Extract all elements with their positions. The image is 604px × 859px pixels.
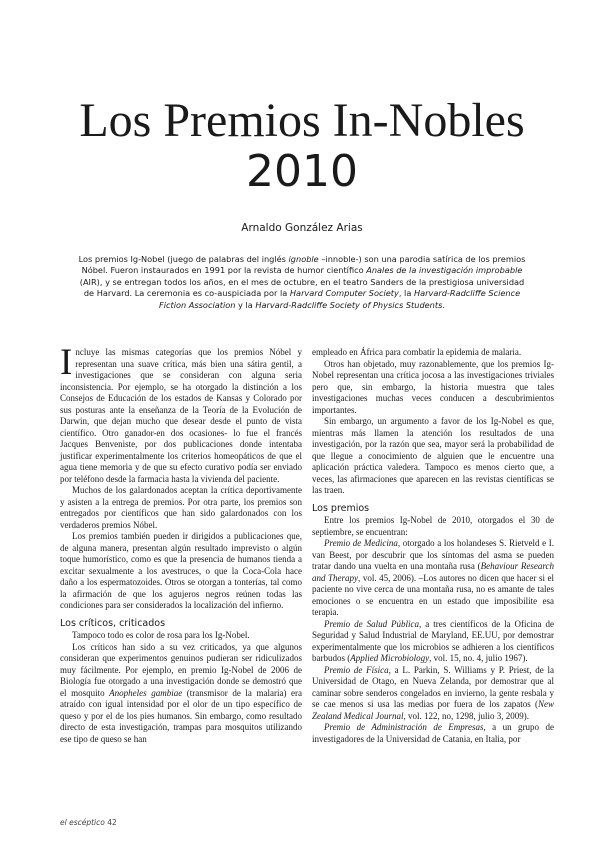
paragraph [312, 722, 554, 745]
abstract-italic: Harvard Computer Society [289, 288, 399, 299]
paragraph-text: ncluye las mismas categorías que los premios Nóbel y representan una suave crítica, más bien una sátira gentil, a investigaciones que se consideran con alguna seria inconsistencia. Por ejemplo, se ha otorgado la distinción a los Consejos de Educación de los estados de Kansas y Colorado por sus posturas ante la enseñanza de la Teoría de la Evolución de Darwin, que dejan mucho que desear desde el punto de vista científico. Otro ganador-en dos ocasiones- lo fue el francés Jacques Benveniste, por dos publicaciones donde intentaba justificar experimentalmente los criterios homeopáticos de que el agua tiene memoria y de que su efecto curativo podía ser enviado por teléfono desde la farmacia hasta la vivienda del paciente. [60, 347, 302, 484]
paragraph [312, 538, 554, 619]
magazine-name: el escéptico [60, 818, 105, 827]
page-number: 42 [107, 818, 117, 827]
paragraph: empleado en África para combatir la epidemia de malaria. [312, 347, 522, 357]
abstract-italic: ignoble [288, 254, 319, 264]
paragraph-text: , a un grupo de investigadores de la Universidad de Catania, en Italia, por [312, 722, 554, 744]
prize-name: Premio de Administración de Empresas [324, 722, 484, 732]
abstract-text: –innoble-) son una parodia satírica de los premios Nóbel. Fueron instaurados en 1991 por la revista de humor científico [81, 254, 526, 276]
paragraph-text: , a L. Parkin, S. Williams y P. Priest, de la Universidad de Otago, en Nueva Zelanda, por demostrar que al caminar sobre senderos congelados en invierno, la gente resbala y se cae menos si usa las medias por fuera de los zapatos ( [312, 664, 555, 709]
abstract [78, 254, 526, 311]
species-name: Anopheles gambiae [109, 687, 183, 698]
paragraph [60, 342, 302, 485]
author-name: Arnaldo González Arias [241, 222, 363, 234]
title-line-2: 2010 [246, 146, 358, 197]
prize-name: Premio de Física [324, 664, 389, 675]
section-heading: Los críticos, criticados [60, 617, 166, 629]
paragraph: Otros han objetado, muy razonablemente, que los premios Ig-Nobel representan una crítica jocosa a las investigaciones triviales pero que, sin embargo, la historia muestra que tales investigaciones muchas veces conducen a descubrimientos importantes. [312, 358, 554, 415]
drop-cap: I [60, 342, 73, 383]
journal-name: New Zealand Medical Journal [312, 699, 554, 721]
article-title [0, 96, 604, 198]
paragraph: Sin embargo, un argumento a favor de los Ig-Nobel es que, mientras más llamen la atención los resultados de una investigación, por la razón que sea, mayor será la probabilidad de que llegue a conocimiento de alguien que le encuentre una aplicación práctica valedera. Tampoco es menos cierto que, a veces, las afirmaciones que aparecen en las revistas científicas se las traen. [312, 416, 554, 495]
paragraph: Muchos de los galardonados aceptan la crítica deportivamente y asisten a la entrega de premios. Por otra parte, los premios son entregados por científicos que han sido galardonados con los verdaderos premios Nóbel. [60, 485, 302, 530]
left-column [60, 342, 303, 745]
paragraph-text: Los críticos han sido a su vez criticados, ya que algunos consideran que experimentos genuinos pudieran ser ridiculizados muy fácilmente. Por ejemplo, en premio Ig-Nobel de 2006 de Biología fue otorgado a una investigación donde se demostró que el mosquito [60, 641, 302, 698]
paragraph [312, 665, 554, 723]
paragraph-text: (transmisor de la malaria) era atraído con igual intensidad por el olor de un tipo específico de queso y por el de los pies humanos. Sin embargo, como resultado directo de esta investigación, trampas para mosquitos utilizando ese tipo de queso se han [60, 687, 303, 744]
abstract-text: . [442, 299, 445, 310]
paragraph-text: , vol. 45, 2006). –Los autores no dicen que hacer si el paciente no vive cerca de una montaña rusa, no es amante de tales emociones o se encuentra en un estado que imposibilite esa terapia. [312, 572, 554, 617]
prize-name: Premio de Salud Pública [324, 618, 420, 629]
paragraph-text: , vol. 15, no. 4, julio 1967). [429, 653, 528, 663]
prize-name: Premio de Medicina [324, 538, 398, 548]
abstract-text: Los premios Ig-Nobel (juego de palabras del inglés [78, 254, 289, 264]
abstract-text: (AIR), y se entregan todos los años, en el mes de octubre, en el teatro Sanders de la prestigiosa universidad de Harvard. La ceremonia es co-auspiciada por la [79, 276, 525, 299]
journal-name: Applied Microbiology [350, 653, 430, 663]
paragraph [312, 619, 554, 665]
paragraph [60, 642, 302, 746]
abstract-text: y la [235, 299, 256, 310]
paragraph-text: , a tres científicos de la Oficina de Seguridad y Salud Industrial de Maryland, EE.UU, por demostrar experimentalmente que los microbios se adhieren a los científicos barbudos ( [312, 618, 554, 663]
abstract-text: , la [398, 288, 414, 299]
paragraph: Entre los premios Ig-Nobel de 2010, otorgados el 30 de septiembre, se encuentran: [312, 515, 554, 537]
abstract-italic: Anales de la investigación improbable [366, 265, 523, 276]
abstract-italic: Harvard-Radcliffe Society of Physics Students [255, 299, 443, 310]
abstract-italic: Harvard-Radcliffe Science Fiction Association [159, 288, 521, 310]
paragraph-text: , otorgado a los holandeses S. Rietveld e I. van Beest, por descubrir que los síntomas del asma se pueden tratar dando una vuelta en una montaña rusa ( [312, 538, 554, 571]
section-heading: Los premios [312, 502, 370, 514]
paragraph: Los premios también pueden ir dirigidos a publicaciones que, de alguna manera, presentan algún resultado imprevisto o algún toque humorístico, como es que la presencia de humanos tienda a excitar sexualmente a los avestruces, o que la Coca-Cola hace daño a los espermatozoides. Otros se otorgan a tonterías, tal como la afirmación de que los agujeros negros reúnen todas las condiciones para ser considerados la localización del infierno. [60, 531, 302, 610]
journal-name: Behaviour Research and Therapy [312, 561, 554, 583]
page-footer [60, 818, 117, 827]
right-column [312, 347, 554, 745]
title-line-1: Los Premios In-Nobles [79, 94, 525, 147]
paragraph: Tampoco todo es color de rosa para los Ig-Nobel. [72, 630, 250, 640]
paragraph-text: , vol. 122, no, 1298, julio 3, 2009). [403, 710, 529, 721]
